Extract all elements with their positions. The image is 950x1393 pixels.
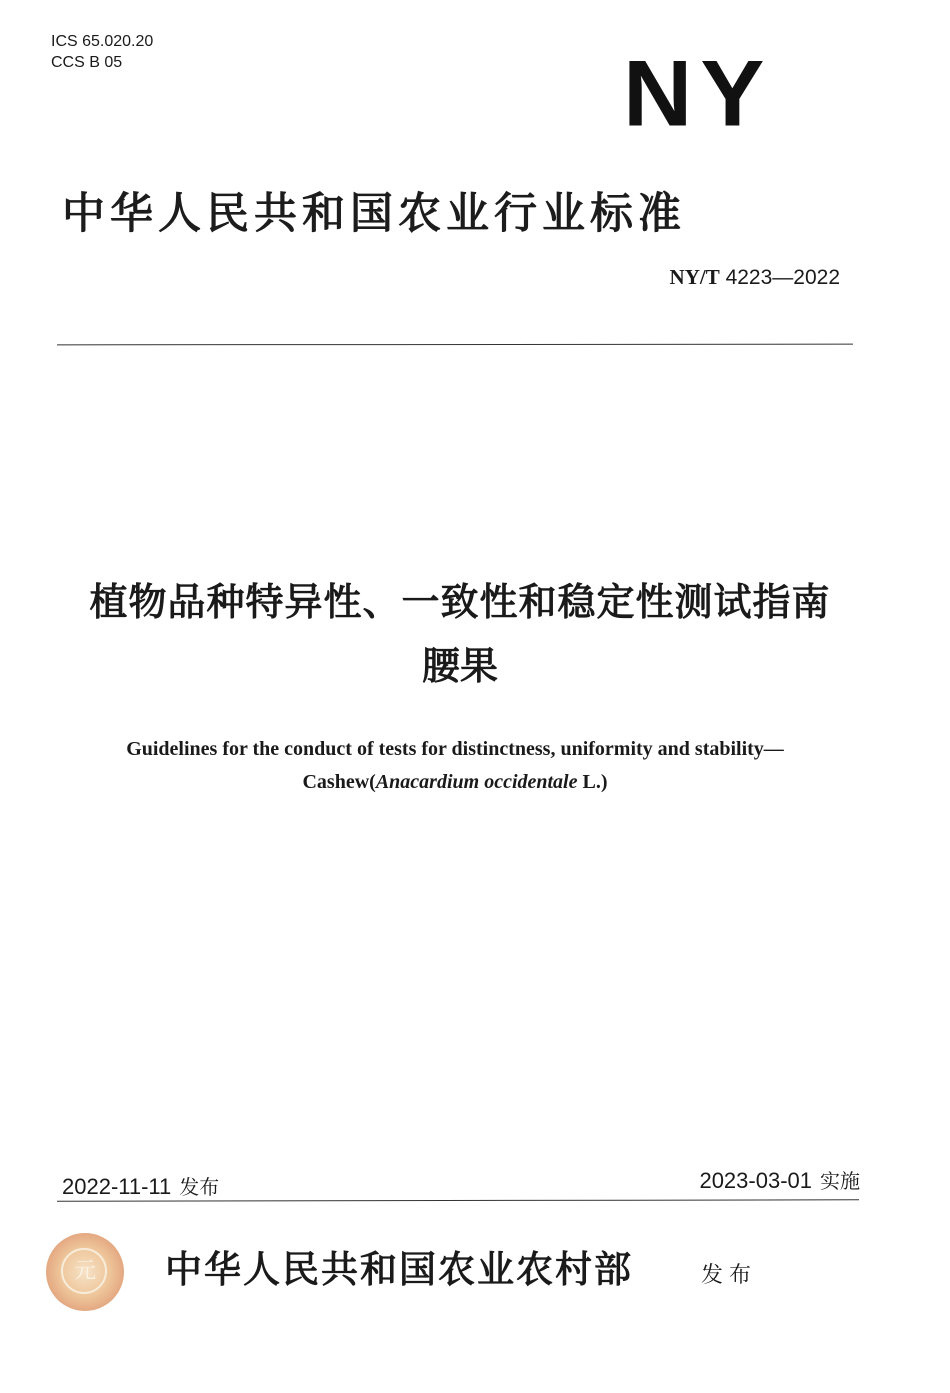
issue-date-label: 发布 [179,1175,220,1199]
implementation-date-value: 2023-03-01 [699,1168,812,1193]
bottom-divider [57,1199,859,1201]
ccs-code: CCS B 05 [51,54,123,71]
emblem-glyph: 元 [73,1259,96,1284]
title-english-common-name: Cashew( [302,771,376,793]
ics-code: ICS 65.020.20 [51,33,154,50]
title-english-scientific-name: Anacardium occidentale [375,771,578,793]
top-divider [57,344,853,346]
implementation-date-label: 实施 [820,1169,860,1193]
title-english-line2 [0,768,910,796]
standard-number-prefix: NY/T [669,265,720,289]
issue-date [62,1172,219,1202]
issuer-name: 中华人民共和国农业农村部 [165,1247,633,1291]
ny-logo: NY [623,41,773,146]
issue-date-value: 2022-11-11 [62,1174,172,1199]
issuer-action: 发布 [701,1263,758,1288]
title-chinese-line1: 植物品种特异性、一致性和稳定性测试指南 [89,580,831,624]
standard-number-value: 4223—2022 [725,266,840,289]
title-english-suffix: L.) [577,771,608,793]
title-english-line1: Guidelines for the conduct of tests for distinctness, uniformity and stability— [126,738,784,760]
implementation-date [560,1166,860,1196]
standard-number [600,263,840,292]
ministry-emblem-icon [46,1233,124,1311]
standard-category-title: 中华人民共和国农业行业标准 [62,189,686,239]
title-chinese-line2: 腰果 [421,644,498,688]
